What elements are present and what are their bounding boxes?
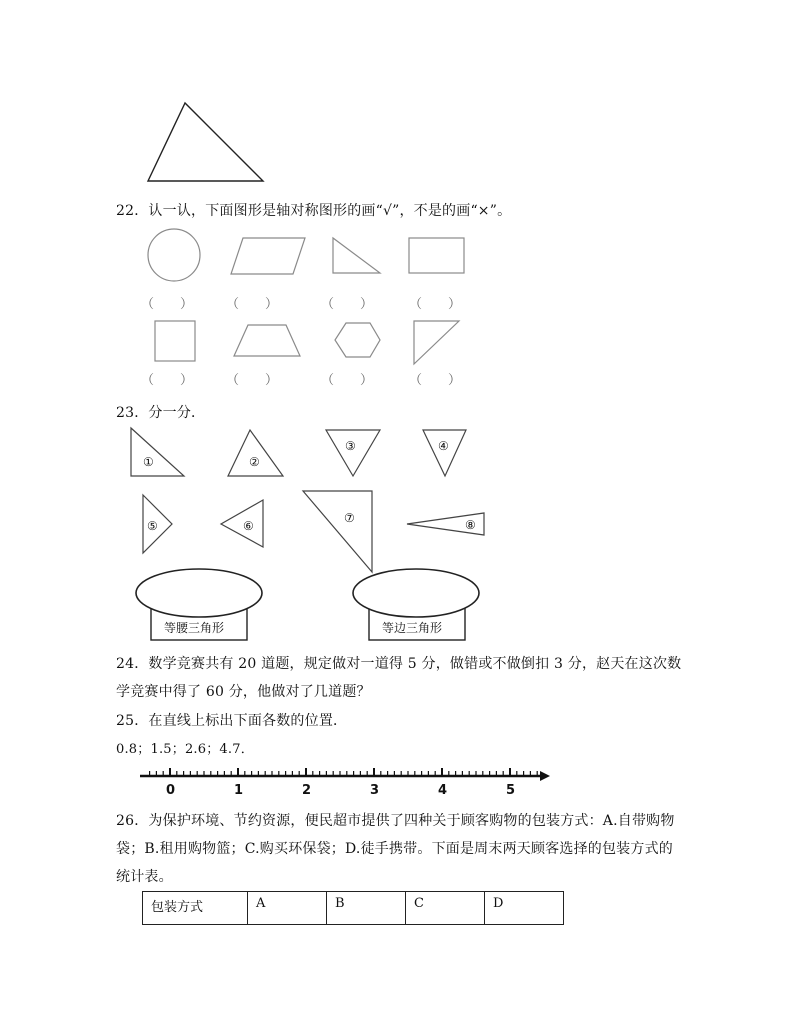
table-row bbox=[143, 892, 564, 925]
axis-label-2: 2 bbox=[302, 783, 312, 798]
equilateral-ellipse[interactable] bbox=[353, 569, 479, 617]
q22-right-triangle bbox=[333, 238, 380, 273]
packaging-stat-table bbox=[142, 891, 564, 925]
q26-line-2: 袋；B.租用购物篮；C.购买环保袋；D.徒手携带。下面是周末两天顾客选择的包装方式的 bbox=[116, 841, 673, 857]
triangle-3 bbox=[326, 430, 380, 476]
answer-paren[interactable]: （ ） bbox=[409, 296, 462, 311]
q22-hexagon bbox=[335, 323, 380, 357]
q24-line-1: 24．数学竞赛共有 20 道题，规定做对一道得 5 分，做错或不做倒扣 3 分，赵天在这次数 bbox=[116, 656, 682, 672]
isosceles-ellipse[interactable] bbox=[136, 569, 262, 617]
answer-paren[interactable]: （ ） bbox=[409, 372, 462, 387]
triangle-7-label: ⑦ bbox=[344, 511, 355, 525]
triangle-7 bbox=[303, 491, 372, 572]
answer-paren[interactable]: （ ） bbox=[226, 372, 279, 387]
triangle-8-label: ⑧ bbox=[465, 518, 476, 532]
triangle-5-label: ⑤ bbox=[147, 519, 158, 533]
table-header-cell: 包装方式 bbox=[143, 892, 248, 925]
q22-parallelogram bbox=[231, 238, 305, 274]
q25-numbers: 0.8；1.5；2.6；4.7． bbox=[116, 742, 254, 757]
q22-circle bbox=[148, 229, 200, 281]
q24-line-2: 学竞赛中得了 60 分，他做对了几道题？ bbox=[116, 684, 371, 700]
triangle-1-label: ① bbox=[143, 455, 154, 469]
axis-label-4: 4 bbox=[438, 783, 448, 798]
axis-label-1: 1 bbox=[234, 783, 244, 798]
top-triangle bbox=[148, 103, 263, 181]
axis-label-3: 3 bbox=[370, 783, 380, 798]
q26-line-3: 统计表。 bbox=[116, 869, 173, 885]
triangle-2-label: ② bbox=[249, 455, 260, 469]
triangle-6-label: ⑥ bbox=[243, 519, 254, 533]
axis-label-0: 0 bbox=[166, 783, 176, 798]
triangle-2 bbox=[228, 430, 283, 476]
answer-paren[interactable]: （ ） bbox=[141, 296, 194, 311]
triangle-4-label: ④ bbox=[438, 439, 449, 453]
triangle-1 bbox=[131, 428, 184, 476]
number-line[interactable] bbox=[140, 768, 550, 781]
q22-square bbox=[155, 321, 195, 361]
table-header-cell: C bbox=[406, 892, 485, 925]
isosceles-box-label: 等腰三角形 bbox=[164, 621, 225, 635]
table-header-cell: D bbox=[485, 892, 564, 925]
equilateral-box-label: 等边三角形 bbox=[382, 621, 443, 635]
answer-paren[interactable]: （ ） bbox=[226, 296, 279, 311]
axis-label-5: 5 bbox=[506, 783, 516, 798]
answer-paren[interactable]: （ ） bbox=[321, 296, 374, 311]
q22-rectangle bbox=[409, 238, 464, 273]
triangle-4 bbox=[423, 430, 466, 476]
table-header-cell: B bbox=[327, 892, 406, 925]
q25-prompt: 25．在直线上标出下面各数的位置． bbox=[116, 713, 348, 729]
answer-paren[interactable]: （ ） bbox=[321, 372, 374, 387]
triangle-6 bbox=[221, 500, 263, 547]
answer-paren[interactable]: （ ） bbox=[141, 372, 194, 387]
q26-line-1: 26．为保护环境、节约资源，便民超市提供了四种关于顾客购物的包装方式：A.自带购物 bbox=[116, 813, 675, 829]
q22-triangle-corner bbox=[414, 321, 459, 364]
q22-trapezoid bbox=[234, 325, 300, 356]
q22-prompt: 22．认一认，下面图形是轴对称图形的画“√”，不是的画“×”。 bbox=[116, 203, 512, 219]
table-header-cell: A bbox=[248, 892, 327, 925]
q23-prompt: 23．分一分． bbox=[116, 405, 206, 421]
triangle-3-label: ③ bbox=[345, 439, 356, 453]
